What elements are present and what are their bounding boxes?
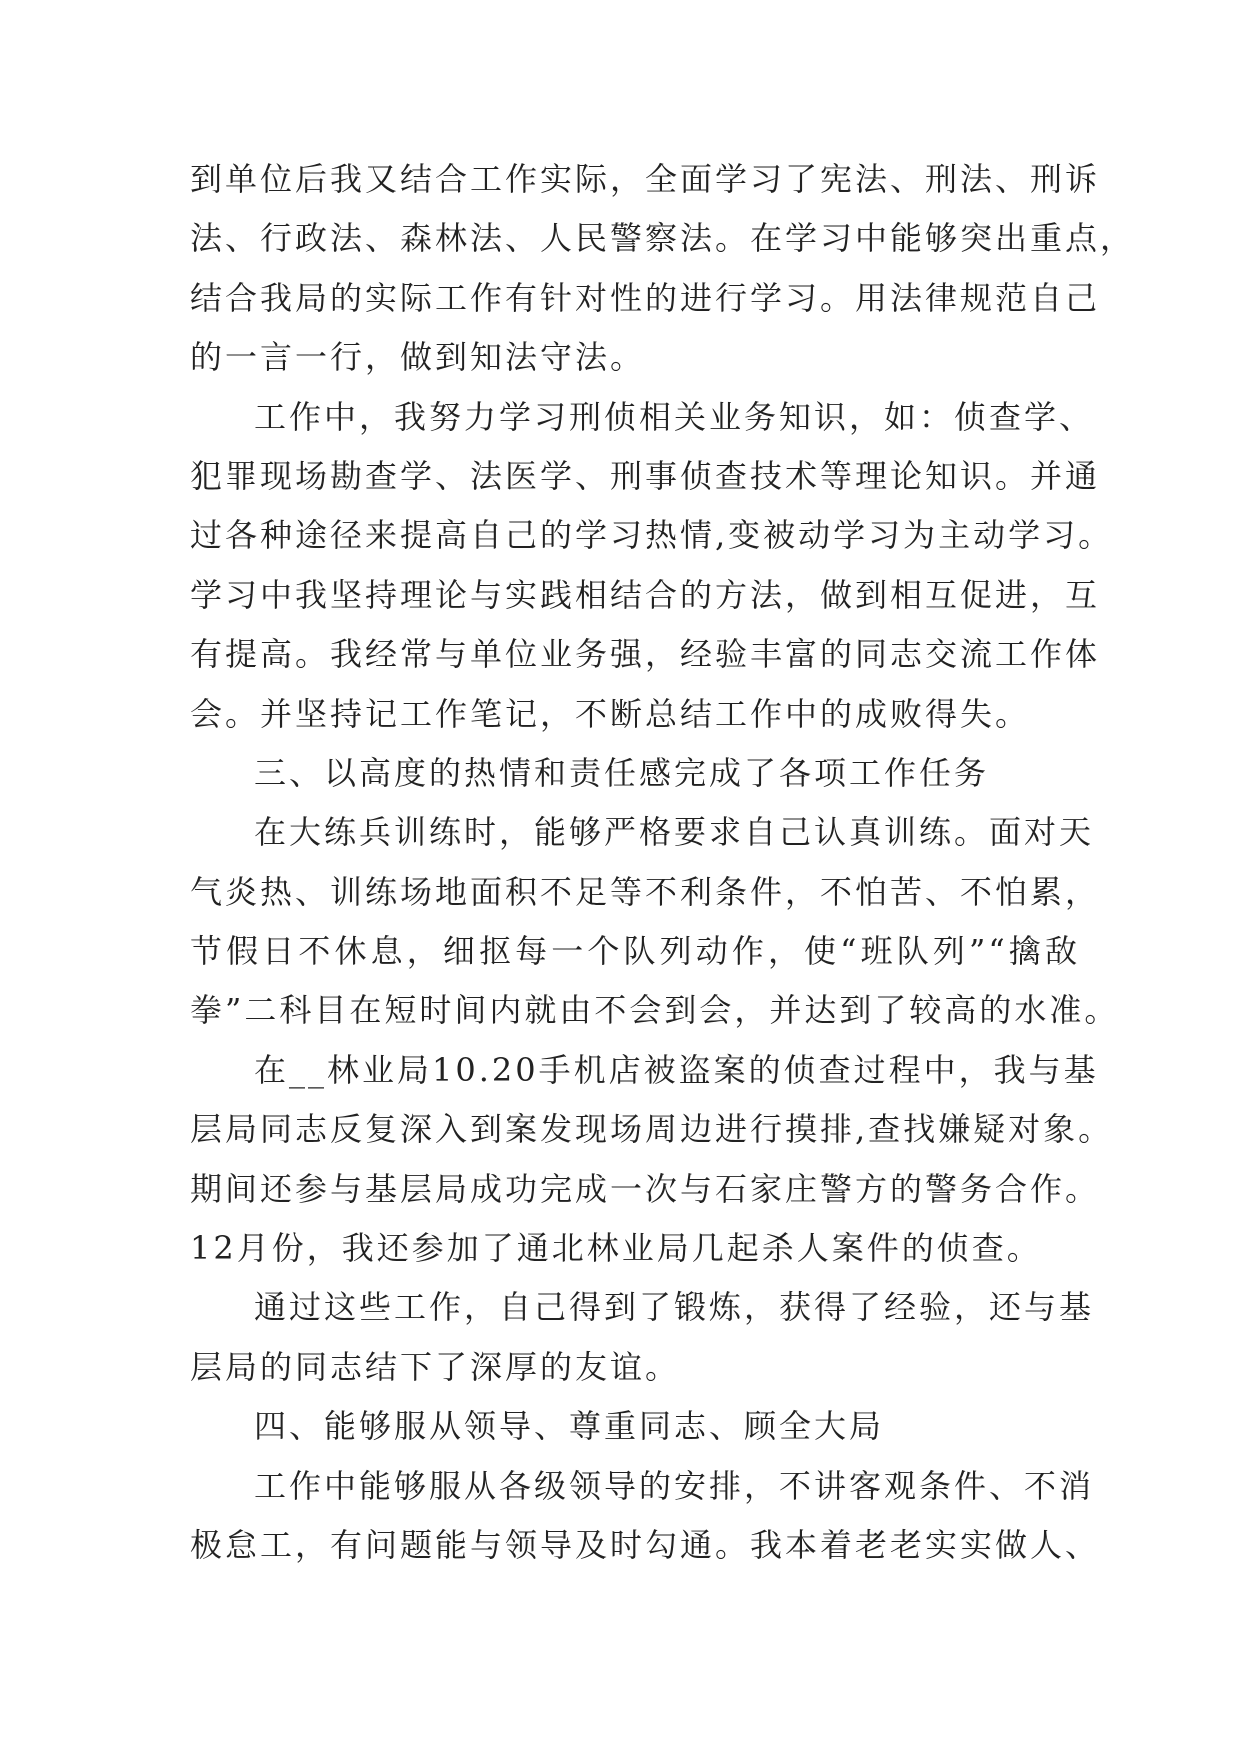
text-line: 结合我局的实际工作有针对性的进行学习。用法律规范自己	[190, 278, 1101, 317]
text-line: 法、行政法、森林法、人民警察法。在学习中能够突出重点，	[190, 219, 1136, 258]
text-line: 到单位后我又结合工作实际，全面学习了宪法、刑法、刑诉	[190, 160, 1101, 198]
text-line: 层局同志反复深入到案发现场周边进行摸排,查找嫌疑对象。	[190, 1110, 1114, 1149]
text-line: 有提高。我经常与单位业务强，经验丰富的同志交流工作体	[190, 635, 1101, 674]
text-line: 极怠工，有问题能与领导及时勾通。我本着老老实实做人、	[190, 1525, 1101, 1564]
text-line: 层局的同志结下了深厚的友谊。	[190, 1347, 681, 1386]
text-line: 学习中我坚持理论与实践相结合的方法，做到相互促进，互	[190, 575, 1101, 614]
text-line: 12月份，我还参加了通北林业局几起杀人案件的侦查。	[190, 1229, 1042, 1268]
text-line: 三、以高度的热情和责任感完成了各项工作任务	[254, 753, 990, 792]
text-line: 犯罪现场勘查学、法医学、刑事侦查技术等理论知识。并通	[190, 456, 1101, 495]
text-line: 会。并坚持记工作笔记，不断总结工作中的成败得失。	[190, 694, 1031, 733]
text-line: 过各种途径来提高自己的学习热情,变被动学习为主动学习。	[190, 516, 1114, 555]
text-line: 工作中能够服从各级领导的安排，不讲客观条件、不消	[254, 1466, 1095, 1505]
text-line: 期间还参与基层局成功完成一次与石家庄警方的警务合作。	[190, 1169, 1101, 1208]
text-line: 在__林业局10.20手机店被盗案的侦查过程中，我与基	[254, 1050, 1099, 1089]
text-line: 在大练兵训练时，能够严格要求自己认真训练。面对天	[254, 813, 1095, 852]
text-line: 拳”二科目在短时间内就由不会到会，并达到了较高的水准。	[190, 991, 1120, 1030]
text-line: 的一言一行，做到知法守法。	[190, 338, 646, 377]
text-line: 气炎热、训练场地面积不足等不利条件，不怕苦、不怕累，	[190, 872, 1101, 911]
text-line: 工作中，我努力学习刑侦相关业务知识，如：侦查学、	[254, 397, 1095, 436]
text-line: 四、能够服从领导、尊重同志、顾全大局	[254, 1407, 885, 1446]
text-line: 通过这些工作，自己得到了锻炼，获得了经验，还与基	[254, 1288, 1095, 1327]
document-body	[190, 150, 1136, 1575]
text-line: 节假日不休息，细抠每一个队列动作，使“班队列”“擒敌	[190, 932, 1080, 971]
